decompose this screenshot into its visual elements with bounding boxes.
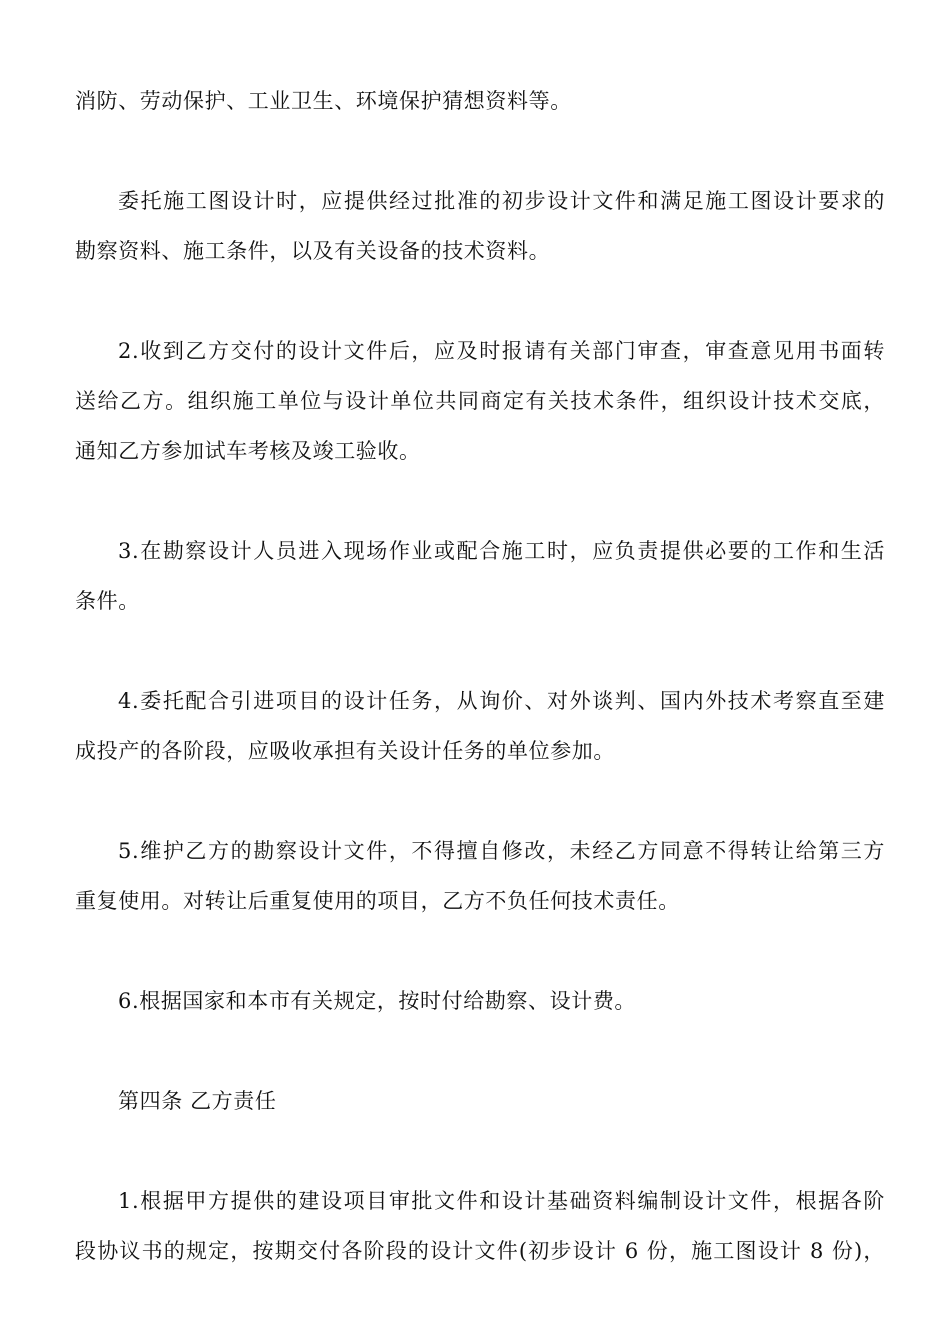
text-line: 6.根据国家和本市有关规定，按时付给勘察、设计费。 [118, 989, 637, 1013]
text-line: 通知乙方参加试车考核及竣工验收。 [75, 439, 421, 463]
text-line: 3.在勘察设计人员进入现场作业或配合施工时，应负责提供必要的工作和生活 [118, 539, 885, 563]
text-line: 成投产的各阶段，应吸收承担有关设计任务的单位参加。 [75, 739, 615, 763]
section-heading: 第四条 乙方责任 [118, 1089, 277, 1113]
text-line: 委托施工图设计时，应提供经过批准的初步设计文件和满足施工图设计要求的 [118, 189, 885, 213]
text-line: 2.收到乙方交付的设计文件后，应及时报请有关部门审查，审查意见用书面转 [118, 339, 885, 363]
text-line: 勘察资料、施工条件，以及有关设备的技术资料。 [75, 239, 551, 263]
text-line: 重复使用。对转让后重复使用的项目，乙方不负任何技术责任。 [75, 889, 680, 913]
text-line: 1.根据甲方提供的建设项目审批文件和设计基础资料编制设计文件，根据各阶 [118, 1189, 885, 1213]
text-line: 消防、劳动保护、工业卫生、环境保护猜想资料等。 [75, 89, 572, 113]
text-line: 送给乙方。组织施工单位与设计单位共同商定有关技术条件，组织设计技术交底， [75, 389, 885, 413]
text-line: 条件。 [75, 589, 140, 613]
text-line: 4.委托配合引进项目的设计任务，从询价、对外谈判、国内外技术考察直至建 [118, 689, 885, 713]
text-line: 5.维护乙方的勘察设计文件，不得擅自修改，未经乙方同意不得转让给第三方 [118, 839, 885, 863]
text-line: 段协议书的规定，按期交付各阶段的设计文件(初步设计 6 份，施工图设计 8 份)， [75, 1239, 885, 1263]
